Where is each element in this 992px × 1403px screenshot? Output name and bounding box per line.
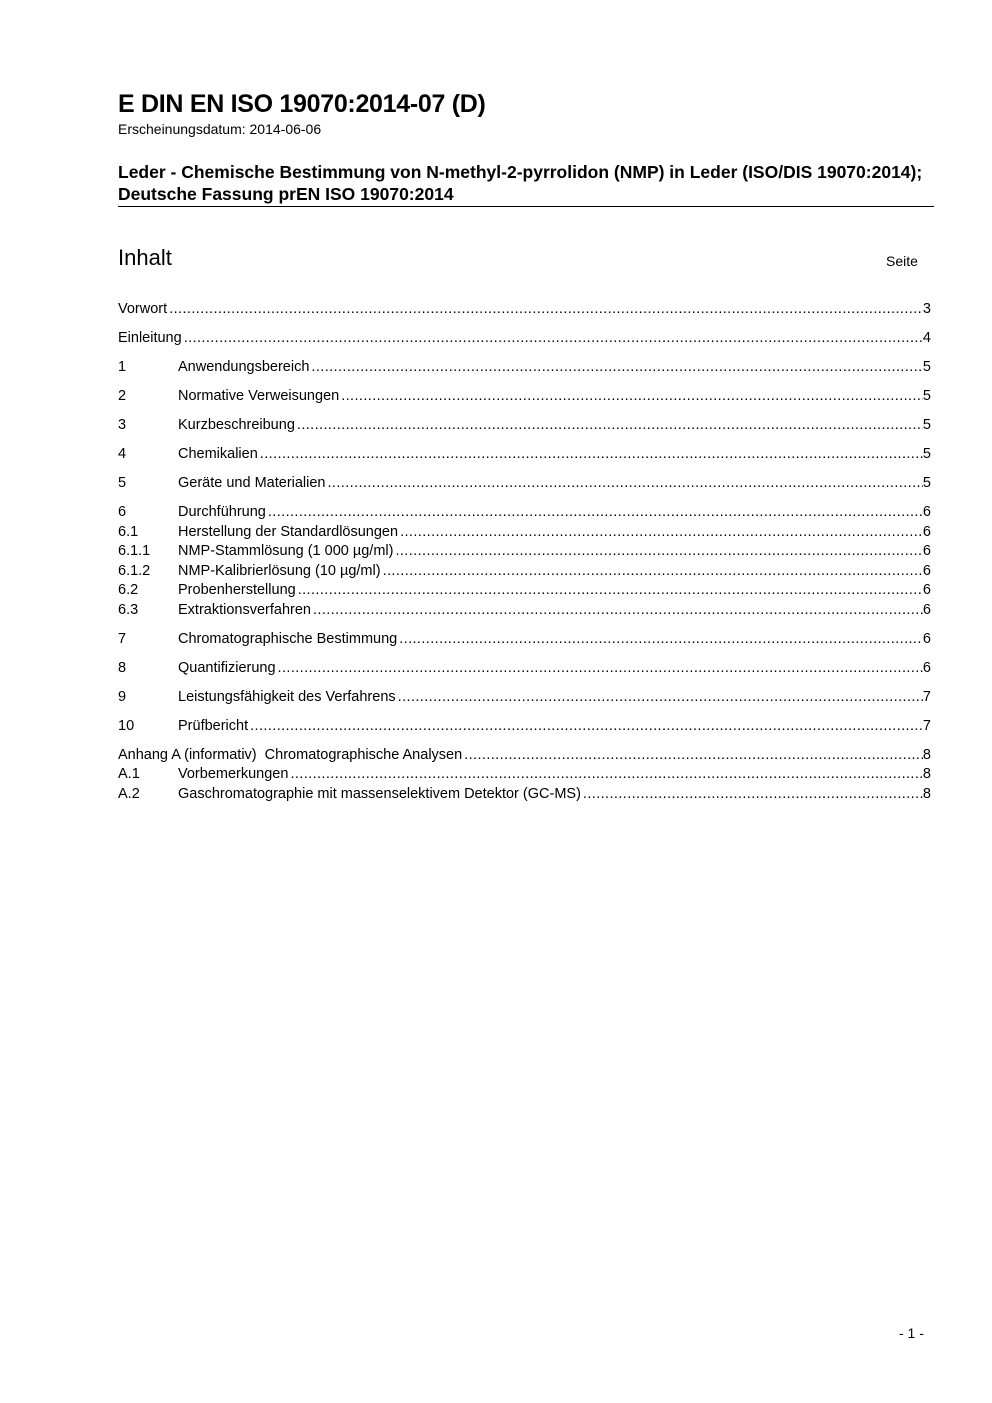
toc-dot-leader (297, 416, 923, 436)
toc-heading: Inhalt (118, 245, 172, 270)
table-of-contents (118, 300, 931, 804)
toc-entry-number: 4 (118, 446, 127, 462)
toc-entry-title: Vorbemerkungen (178, 766, 289, 782)
toc-entry-page: 4 (922, 330, 931, 346)
toc-dot-leader (268, 503, 923, 523)
toc-entry[interactable] (118, 717, 931, 737)
toc-entry-page: 6 (922, 659, 931, 676)
toc-entry-title: NMP-Stammlösung (1 000 µg/ml) (178, 543, 394, 559)
toc-entry-number: 6.3 (118, 601, 139, 618)
toc-entry-page: 8 (922, 766, 931, 782)
toc-entry[interactable] (118, 358, 931, 378)
toc-entry-title: Einleitung (118, 330, 182, 346)
toc-dot-leader (278, 659, 923, 679)
toc-entry-number: 3 (118, 417, 127, 433)
toc-page-column-label: Seite (886, 253, 918, 269)
toc-entry-page: 6 (922, 582, 931, 598)
toc-entry[interactable] (118, 785, 931, 805)
toc-entry-title: Probenherstellung (178, 582, 296, 598)
toc-entry-page: 5 (922, 446, 931, 462)
toc-entry[interactable] (118, 601, 931, 621)
toc-entry-page: 5 (922, 475, 931, 491)
toc-entry-page: 5 (922, 417, 931, 433)
toc-entry-number: 9 (118, 688, 127, 705)
toc-entry-page: 5 (922, 359, 931, 375)
toc-entry-title: Chromatographische Bestimmung (178, 630, 398, 647)
toc-entry-page: 3 (922, 301, 931, 317)
toc-entry[interactable] (118, 523, 931, 543)
header-divider (118, 206, 934, 207)
toc-entry[interactable] (118, 765, 931, 785)
toc-dot-leader (298, 581, 923, 601)
document-title: E DIN EN ISO 19070:2014-07 (D) (118, 90, 486, 118)
toc-entry[interactable] (118, 630, 931, 650)
toc-entry-title: Leistungsfähigkeit des Verfahrens (178, 688, 396, 705)
toc-entry-page: 6 (922, 543, 931, 559)
toc-dot-leader (250, 717, 923, 737)
toc-entry-title: Extraktionsverfahren (178, 601, 311, 618)
toc-dot-leader (311, 358, 923, 378)
toc-entry-page: 8 (922, 785, 931, 802)
toc-dot-leader (169, 300, 923, 320)
toc-entry-number: 6 (118, 504, 127, 520)
toc-entry-title: Vorwort (118, 301, 168, 317)
toc-entry-title: Prüfbericht (178, 717, 249, 734)
toc-entry-title: Normative Verweisungen (178, 388, 340, 404)
page-number: - 1 - (899, 1325, 924, 1341)
toc-entry[interactable] (118, 300, 931, 320)
toc-entry-number: 6.1.2 (118, 562, 151, 579)
toc-entry-page: 8 (922, 746, 931, 763)
toc-dot-leader (260, 445, 923, 465)
publication-date: Erscheinungsdatum: 2014-06-06 (118, 121, 322, 137)
toc-dot-leader (328, 474, 923, 494)
toc-entry-page: 7 (922, 717, 931, 734)
toc-entry-title: Kurzbeschreibung (178, 417, 295, 433)
toc-entry-number: A.1 (118, 766, 140, 782)
toc-entry-page: 6 (922, 562, 931, 579)
toc-entry-number: 5 (118, 475, 127, 491)
toc-dot-leader (184, 329, 923, 349)
toc-entry[interactable] (118, 474, 931, 494)
toc-entry-title: Herstellung der Standardlösungen (178, 523, 399, 540)
toc-entry-page: 6 (922, 504, 931, 520)
toc-entry-number: A.2 (118, 785, 140, 802)
toc-entry[interactable] (118, 329, 931, 349)
toc-entry-number: 6.1 (118, 523, 139, 540)
toc-dot-leader (398, 688, 923, 708)
toc-dot-leader (383, 562, 923, 582)
toc-dot-leader (395, 542, 922, 562)
toc-entry-page: 5 (922, 388, 931, 404)
toc-entry-number: 10 (118, 717, 135, 734)
toc-entry-number: 2 (118, 388, 127, 404)
toc-entry-number: 7 (118, 630, 127, 647)
toc-entry-title: Quantifizierung (178, 659, 276, 676)
toc-entry-page: 6 (922, 601, 931, 618)
toc-entry[interactable] (118, 746, 931, 766)
toc-dot-leader (290, 765, 922, 785)
toc-entry-title: Chemikalien (178, 446, 258, 462)
toc-entry-title: Anwendungsbereich (178, 359, 310, 375)
toc-entry-number: 1 (118, 359, 127, 375)
toc-entry[interactable] (118, 416, 931, 436)
toc-entry-title: Gaschromatographie mit massenselektivem Detektor (GC-MS) (178, 785, 581, 802)
toc-entry-page: 6 (922, 523, 931, 540)
toc-entry-title: Anhang A (informativ) Chromatographische Analysen (118, 746, 463, 763)
toc-entry[interactable] (118, 542, 931, 562)
toc-entry-number: 8 (118, 659, 127, 676)
toc-entry[interactable] (118, 659, 931, 679)
toc-entry[interactable] (118, 445, 931, 465)
toc-entry[interactable] (118, 387, 931, 407)
toc-entry-number: 6.2 (118, 582, 139, 598)
toc-dot-leader (464, 746, 923, 766)
toc-entry[interactable] (118, 688, 931, 708)
toc-entry-title: Durchführung (178, 504, 266, 520)
toc-dot-leader (400, 523, 923, 543)
toc-dot-leader (341, 387, 923, 407)
toc-entry[interactable] (118, 581, 931, 601)
toc-entry[interactable] (118, 562, 931, 582)
toc-entry-number: 6.1.1 (118, 543, 151, 559)
document-subtitle: Leder - Chemische Bestimmung von N-methyl-2-pyrrolidon (NMP) in Leder (ISO/DIS 19070:2014); Deutsche Fassung prEN ISO 19070:2014 (118, 162, 923, 204)
toc-entry-page: 7 (922, 688, 931, 705)
toc-entry[interactable] (118, 503, 931, 523)
toc-entry-title: Geräte und Materialien (178, 475, 326, 491)
toc-entry-page: 6 (922, 630, 931, 647)
toc-dot-leader (399, 630, 923, 650)
toc-dot-leader (313, 601, 923, 621)
toc-entry-title: NMP-Kalibrierlösung (10 µg/ml) (178, 562, 381, 579)
toc-dot-leader (583, 785, 923, 805)
